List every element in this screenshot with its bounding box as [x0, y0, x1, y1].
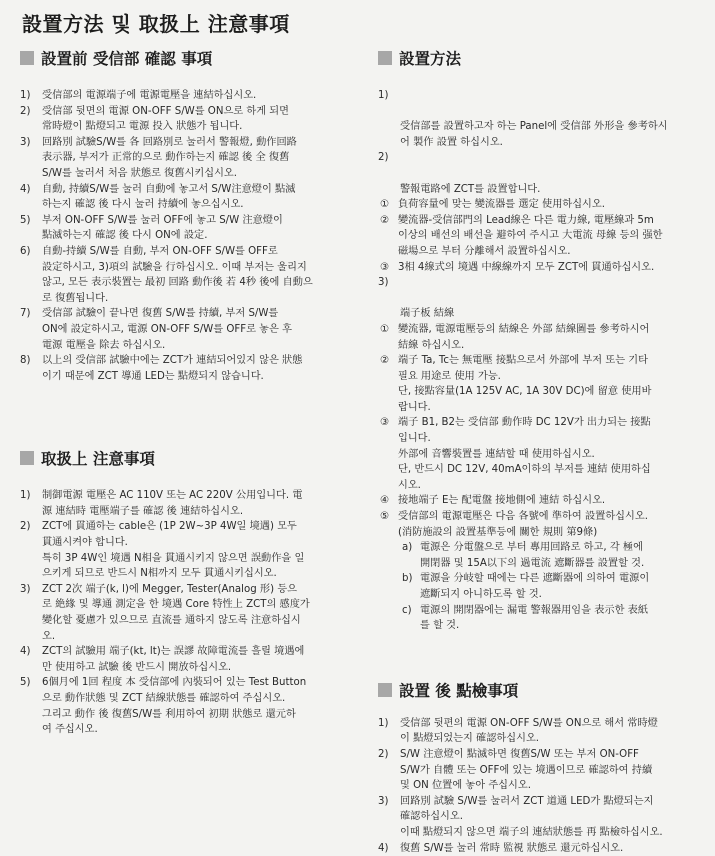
list-item: 2) ZCT에 貫通하는 cable은 (1P 2W~3P 4W일 境遇) 모두 貫通시켜야 합니다. 특히 3P 4W인 境遇 N相을 貫通시키지 않으면 誤動作을 일 으키게 되므로 반드시 N相까지 모두 貫通시키십시오. — [20, 521, 305, 580]
install-sublist — [378, 322, 700, 540]
page-title: 設置方法 및 取扱上 注意事項 — [22, 12, 290, 36]
sub-item: ③ 端子 B1, B2는 受信部 動作時 DC 12V가 出力되는 接點 입니다. 外部에 音響裝置를 連結할 때 使用하십시오. 단, 반드시 DC 12V, 40mA이하의 부저를 連結 使用하십 시오. — [380, 417, 651, 491]
square-bullet-icon — [378, 51, 392, 65]
list-item: 3) ZCT 2次 端子(k, l)에 Megger, Tester(Analog 形) 등으 로 絶緣 및 導通 測定을 한 境遇 Core 特性上 ZCT의 感度가 變化할 憂慮가 있으므로 直流를 通하지 않도록 注意하십시 오. — [20, 583, 310, 642]
sub-item: c) 電源의 開閉器에는 漏電 警報器用임을 表示한 表紙 를 할 것. — [402, 604, 649, 632]
square-bullet-icon — [20, 51, 34, 65]
install-subsublist — [378, 540, 700, 634]
list-item: 3) 回路別 試驗S/W를 各 回路別로 눌러서 警報燈, 動作回路 表示器, 부저가 正常的으로 動作하는지 確認 後 全 復舊 S/W를 눌러서 처음 狀態로 復舊시키십시오. — [20, 136, 297, 179]
list-item: 2) 受信部 뒷면의 電源 ON-OFF S/W를 ON으로 하게 되면 常時燈이 點燈되고 電源 投入 狀態가 됩니다. — [20, 105, 289, 133]
list-item: 7) 受信部 試驗이 끝나면 復舊 S/W를 持續, 부저 S/W를 ON에 設定하시고, 電源 ON-OFF S/W를 OFF로 놓은 후 電源 電壓을 除去 하십시오. — [20, 308, 292, 351]
list-item: 2) 警報電路에 ZCT를 設置합니다. — [378, 152, 541, 195]
sub-item: ⑤ 受信部의 電源電壓은 다음 各號에 準하여 設置하십시오. (消防施設의 設置基準등에 關한 規則 第9條) — [380, 511, 648, 538]
square-bullet-icon — [20, 451, 34, 465]
sub-item: ③ 3相 4線式의 境遇 中線線까지 모두 ZCT에 貫通하십시오. — [380, 261, 655, 273]
list-item: 2) S/W 注意燈이 點滅하면 復舊S/W 또는 부저 ON-OFF S/W가 自體 또는 OFF에 있는 境遇이므로 確認하여 持續 및 ON 位置에 놓아 주십시오. — [378, 748, 653, 792]
sub-item: ① 負荷容量에 맞는 變流器를 選定 使用하십시오. — [380, 199, 605, 211]
list-item: 4) 復舊 S/W를 눌러 常時 監視 狀態로 還元하십시오. — [378, 842, 624, 854]
list-item: 1) 受信部의 電源端子에 電源電壓을 連結하십시오. — [20, 90, 257, 101]
right-column — [378, 46, 700, 856]
install-list — [378, 88, 700, 634]
list-item: 5) 부저 ON-OFF S/W를 눌러 OFF에 놓고 S/W 注意燈이 點滅하는지 確認 後 다시 ON에 設定. — [20, 214, 283, 242]
section-heading-inspect: 設置 後 點檢事項 — [378, 678, 700, 702]
sub-item: ④ 接地端子 E는 配電盤 接地側에 連結 하십시오. — [380, 495, 606, 507]
handling-list — [20, 488, 352, 738]
sub-item: b) 電源을 分岐할 때에는 다른 遮斷器에 의하여 電源이 遮斷되지 아니하도록 할 것. — [402, 573, 650, 600]
list-item: 3) 回路別 試驗 S/W를 눌러서 ZCT 道通 LED가 點燈되는지 確認하십시오. 이때 點燈되지 않으면 端子의 連結狀態를 再 點檢하십시오. — [378, 795, 663, 838]
list-item: 1) 受信部 뒷편의 電源 ON-OFF S/W를 ON으로 해서 常時燈 이 點燈되었는지 確認하십시오. — [378, 717, 658, 745]
list-item: 4) 自動, 持續S/W를 눌러 自動에 놓고서 S/W注意燈이 點滅 하는지 確認 後 다시 눌러 持續에 놓으십시오. — [20, 183, 296, 211]
left-column — [20, 46, 352, 738]
section-heading-handling: 取扱上 注意事項 — [20, 446, 352, 470]
section-heading-precheck: 設置前 受信部 確認 事項 — [20, 46, 352, 70]
sub-item: a) 電源은 分電盤으로 부터 專用回路로 하고, 각 極에 開閉器 및 15A以下의 過電流 遮斷器를 設置할 것. — [402, 542, 645, 569]
list-item: 4) ZCT의 試驗用 端子(kt, lt)는 誤謬 故障電流를 흘릴 境遇에 만 使用하고 試驗 後 반드시 開放하십시오. — [20, 646, 305, 673]
list-item: 5) 6個月에 1回 程度 本 受信部에 內裝되어 있는 Test Button 으로 動作狀態 및 ZCT 結線狀態를 確認하여 주십시오. 그리고 動作 後 復舊S/W를 利用하여 初期 狀態로 還元하 여 주십시오. — [20, 677, 307, 736]
inspect-list — [378, 716, 700, 856]
precheck-list — [20, 88, 352, 384]
list-item: 6) 自動-持續 S/W를 自動, 부저 ON-OFF S/W를 OFF로 設定하시고, 3)項의 試驗을 行하십시오. 이때 부저는 울리지 않고, 모든 表示裝置는 最初 回路 動作後 若 4秒 後에 自動으 로 復舊됩니다. — [20, 245, 313, 304]
list-item: 3) 端子板 結線 — [378, 277, 455, 320]
sub-item: ② 端子 Ta, Tc는 無電壓 接點으로서 外部에 부저 또는 기타 필요 用途로 使用 가능. 단, 接點容量(1A 125V AC, 1A 30V DC)에 留意 使用바 랍니다. — [380, 355, 652, 413]
section-heading-install: 設置方法 — [378, 46, 700, 70]
list-item: 8) 以上의 受信部 試驗中에는 ZCT가 連結되어있지 않은 狀態 이기 때문에 ZCT 導通 LED는 點燈되지 않습니다. — [20, 355, 303, 382]
square-bullet-icon — [378, 683, 392, 697]
list-item: 1) 制御電源 電壓은 AC 110V 또는 AC 220V 公用입니다. 電 源 連結時 電壓端子를 確認 後 連結하십시오. — [20, 490, 303, 517]
install-sublist — [378, 197, 700, 275]
list-item: 1) 受信部를 設置하고자 하는 Panel에 受信部 外形을 參考하시 어 製作 設置 하십시오. — [378, 90, 668, 148]
sub-item: ② 變流器-受信部門의 Lead線은 다른 電力線, 電壓線과 5m 이상의 배선의 배선을 避하여 주시고 大電流 母線 등의 强한 磁場으로 부터 分離해서 設置하십시오. — [380, 214, 663, 257]
sub-item: ① 變流器, 電源電壓등의 結線은 外部 結線圖를 參考하시어 結線 하십시오. — [380, 323, 650, 351]
